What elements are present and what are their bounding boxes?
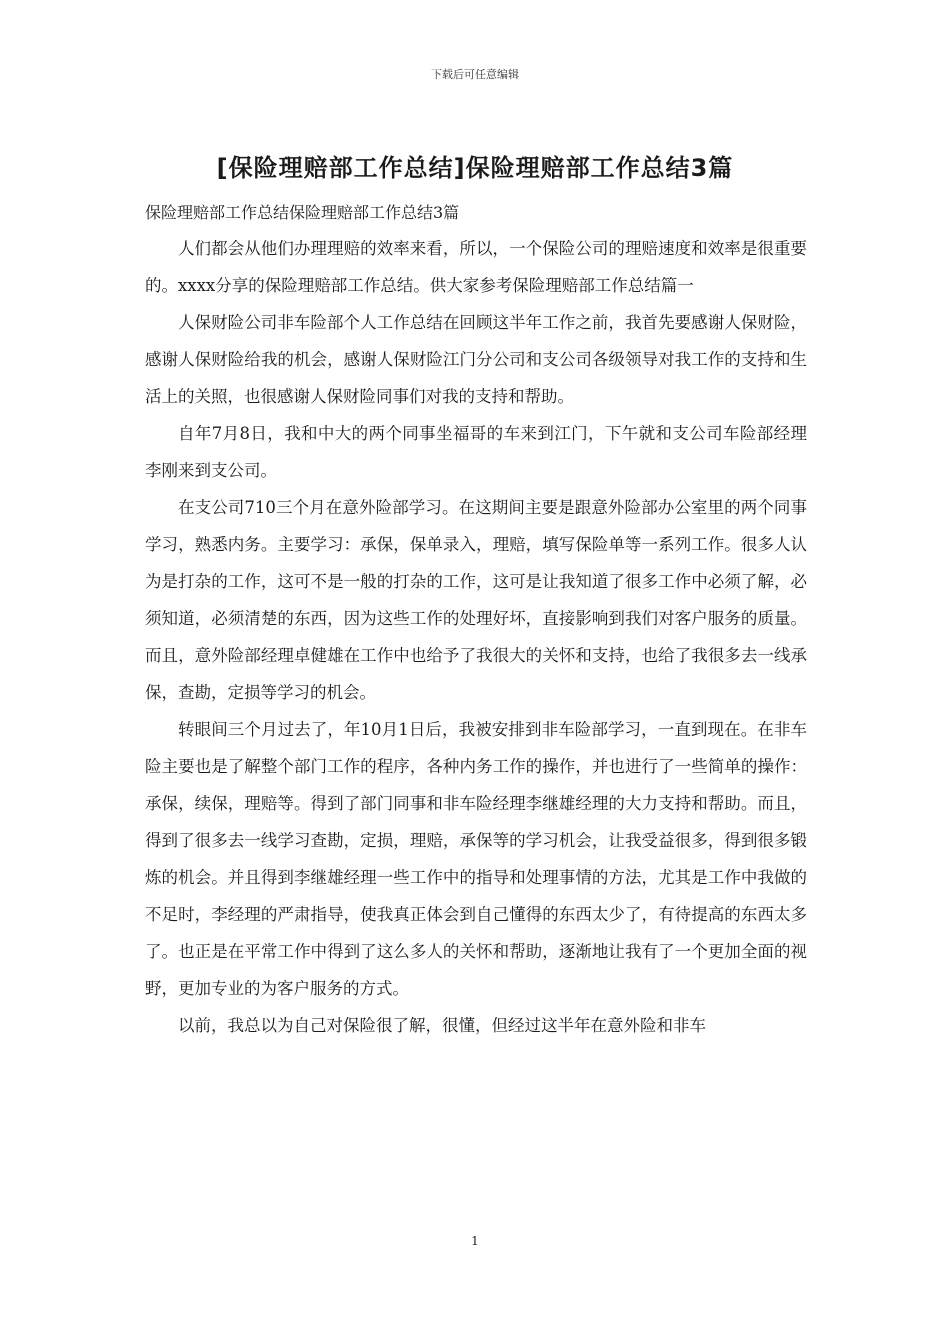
document-subtitle: 保险理赔部工作总结保险理赔部工作总结3篇 bbox=[145, 203, 460, 222]
document-body bbox=[145, 230, 807, 1044]
paragraph: 人保财险公司非车险部个人工作总结在回顾这半年工作之前，我首先要感谢人保财险，感谢人保财险给我的机会，感谢人保财险江门分公司和支公司各级领导对我工作的支持和生活上的关照，也很感谢人保财险同事们对我的支持和帮助。 bbox=[145, 313, 807, 406]
paragraph: 自年7月8日，我和中大的两个同事坐福哥的车来到江门，下午就和支公司车险部经理李刚来到支公司。 bbox=[145, 424, 807, 480]
page-number: 1 bbox=[471, 1234, 479, 1248]
paragraph: 转眼间三个月过去了，年10月1日后，我被安排到非车险部学习，一直到现在。在非车险主要也是了解整个部门工作的程序，各种内务工作的操作，并也进行了一些简单的操作：承保，续保，理赔等。得到了部门同事和非车险经理李继雄经理的大力支持和帮助。而且，得到了很多去一线学习查勘，定损，理赔，承保等的学习机会，让我受益很多，得到很多锻炼的机会。并且得到李继雄经理一些工作中的指导和处理事情的方法，尤其是工作中我做的不足时，李经理的严肃指导，使我真正体会到自己懂得的东西太少了，有待提高的东西太多了。也正是在平常工作中得到了这么多人的关怀和帮助，逐渐地让我有了一个更加全面的视野，更加专业的为客户服务的方式。 bbox=[145, 720, 807, 998]
paragraph: 以前，我总以为自己对保险很了解，很懂，但经过这半年在意外险和非车 bbox=[178, 1016, 706, 1035]
paragraph: 人们都会从他们办理理赔的效率来看，所以，一个保险公司的理赔速度和效率是很重要的。xxxx分享的保险理赔部工作总结。供大家参考保险理赔部工作总结篇一 bbox=[145, 239, 807, 295]
document-title: [保险理赔部工作总结]保险理赔部工作总结3篇 bbox=[216, 154, 734, 182]
paragraph: 在支公司710三个月在意外险部学习。在这期间主要是跟意外险部办公室里的两个同事学习，熟悉内务。主要学习：承保，保单录入，理赔，填写保险单等一系列工作。很多人认为是打杂的工作，这可不是一般的打杂的工作，这可是让我知道了很多工作中必须了解，必须知道，必须清楚的东西，因为这些工作的处理好坏，直接影响到我们对客户服务的质量。而且，意外险部经理卓健雄在工作中也给予了我很大的关怀和支持，也给了我很多去一线承保，查勘，定损等学习的机会。 bbox=[145, 498, 807, 702]
header-note: 下载后可任意编辑 bbox=[431, 68, 519, 81]
